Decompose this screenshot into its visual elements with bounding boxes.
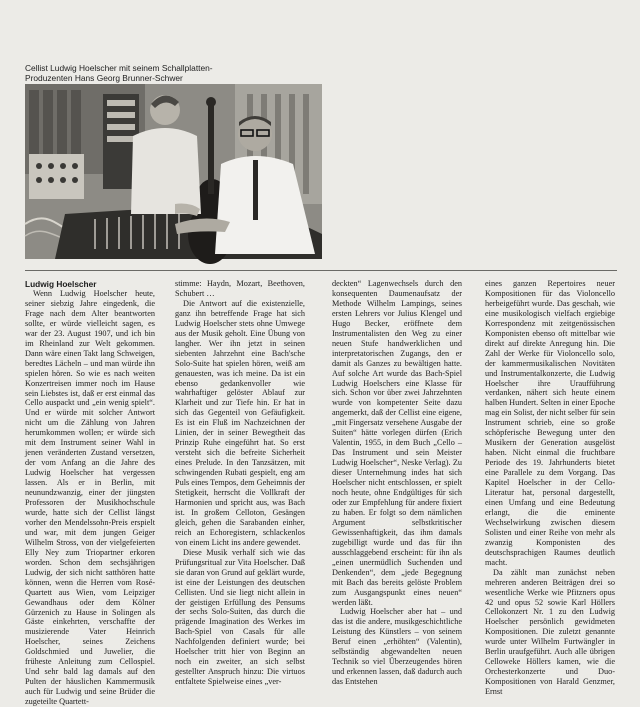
caption-line-2: Produzenten Hans Georg Brunner-Schwer bbox=[25, 73, 183, 83]
column-divider-rule bbox=[25, 270, 617, 271]
paragraph: Diese Musik verhalf sich wie das Prüfungsritual zur Vita Hoelscher. Daß sie daran von Grund auf geklärt wurde, ist eine der Leistungen des deutschen Cellisten. Und sie liegt nicht allein in der geistigen Erfüllung des Pensums der sechs Solo-Suiten, das durch die prägende Imagination des Werkes im Bach-Spiel von Casals für alle Nachfolgenden definiert wurde; bei Hoelscher tritt hier von Beginn an noch ein zweiter, an sich selbst gestellter Anspruch hinzu: Die virtuos entfaltete Spielweise eines „ver- bbox=[175, 547, 305, 687]
article-column-3 bbox=[332, 279, 462, 687]
photograph-icon bbox=[25, 84, 322, 259]
article-heading: Ludwig Hoelscher bbox=[25, 279, 97, 289]
article-column-2 bbox=[175, 279, 305, 687]
article-photo bbox=[25, 84, 322, 259]
paragraph: eines ganzen Repertoires neuer Kompositionen für das Violoncello herbeigeführt wurde. Das geschah, wie eine musikologisch vielfach ergiebige Korrespondenz mit zeitgenössischen Komponisten ebenso oft mittelbar wie direkt auf direkte Anregung hin. Die Zahl der Werke für Violoncello solo, der kammermusikalischen Novitäten und Instrumentalkonzerte, die Ludwig Hoelscher ihre Uraufführung verdanken, nähert sich heute einem halben Hundert. Selten in einer Epoche mag ein Solist, der nicht selber für sein Instrument schrieb, eine so große schöpferische Bewegung unter den Musikern der Generation ausgelöst haben. Nicht einmal die fruchtbare Periode des 19. Jahrhunderts bietet eine Parallele zu dem Vorgang. Das Kapitel Hoelscher in der Cello-Literatur hat, personal dargestellt, einen Umfang und eine Bedeutung erlangt, die die eminente Wechselwirkung zwischen diesem Solisten und einer Reihe von mehr als zwanzig Komponisten des deutschsprachigen Raumes deutlich macht. bbox=[485, 279, 615, 567]
photo-caption bbox=[25, 63, 285, 83]
caption-line-1: Cellist Ludwig Hoelscher mit seinem Schallplatten- bbox=[25, 63, 213, 73]
article-column-4 bbox=[485, 279, 615, 697]
paragraph: stimme: Haydn, Mozart, Beethoven, Schubert … bbox=[175, 279, 305, 298]
paragraph: Da zählt man zunächst neben mehreren anderen Beiträgen drei so wesentliche Werke wie Pfitzners opus 42 und opus 52 sowie Karl Höllers Cellokonzert Nr. 1 zu den Ludwig Hoelscher persönlich gewidmeten Kompositionen. Die zuletzt genannte wurde unter Wilhelm Furtwängler in Berlin uraufgeführt. Auch alle übrigen Celloweke Höllers kamen, wie die Orchesterkonzerte und Duo-Kompositionen von Harald Genzmer, Ernst bbox=[485, 567, 615, 697]
paragraph: Wenn Ludwig Hoelscher heute, seiner siebzig Jahre eingedenk, die Frage nach dem Alter beantworten sollte, er würde vielleicht sagen, es war der 23. August 1907, und ich bin im Rheinland zur Welt gekommen. Dann wäre einen Takt lang Schweigen, beredtes Lächeln – und man würde ihn spielen hören. So wie es nach weiten Konzertreisen immer noch im Hause sein Liebstes ist, daß er erst einmal das Cello auspackt und „ein wenig spielt“. Und er würde mit solcher Antwort nicht um die Zählung von Jahren herumkommen wollen; er würde sich mit dem Instrument seiner Wahl in jenen veränderten Zustand versetzen, der vom Anfang an die Jahre des Ludwig Hoelscher hat vergessen lassen. Als er in Berlin, mit neunundzwanzig, einer der jüngsten Professoren der Musikhochschule wurde, hatte sich der Cellist längst vorher den Mendelssohn-Preis erspielt und war, mit dem jungen Geiger Wilhelm Stross, von der vielgefeierten Elly Ney zum Triopartner erkoren worden. Schon dem sechsjährigen Ludwig, der sich nicht satthören hatte können, wenn die Herren vom Rosé-Quartett aus Wien, vom Leipziger Gewandhaus oder dem Kölner Gürzenich zu Hause in Solingen als Gäste einkehrten, verschaffte der musizierende Vater Heinrich Hoelscher, seines Zeichens Goldschmied und Juwelier, die früheste Anleitung zum Cellospiel. Und sehr bald lag damals auf den Pulten der häuslichen Kammermusik auch für Ludwig und seine Brüder die zugeteilte Quartett- bbox=[25, 289, 155, 707]
paragraph: Die Antwort auf die existenzielle, ganz ihn betreffende Frage hat sich Ludwig Hoelscher stets ohne Umwege aus der Musik geholt. Eine Übung von langher. Wer ihn jetzt in seinen siebenten Jahrzehnt eine Bach'sche Solo-Suite hat spielen hören, weiß am genauesten, was ich meine. Da ist ein ebenso gedankenvoller wie wahrhaftiger gelöster Ablauf zur Klarheit und zur Tiefe hin. Er hat in sich das Gegenteil von Gefäufigkeit. Es ist ein Fluß im Nachzeichnen der Linien, der in seiner Bewegtheit das Prinzip Ruhe eingeführt hat. So erst versteht sich die befreite Sicherheit eines Prelude. In den Tanzsätzen, mit schwingenden Rubati gespielt, eng am Puls eines Tempos, dem Geheimnis der Stetigkeit, herrscht die Vollkraft der Harmonien und spricht aus, was Bach ist. In großem Celloton, Gesängen gleich, gehen die Sarabanden einher, reich an Echoregistern, schlackenlos von einem Licht ins andere gewendet. bbox=[175, 298, 305, 547]
paragraph: Ludwig Hoelscher aber hat – und das ist die andere, musikgeschichtliche Leistung des Künstlers – von seinem Beruf einen „erhöhten“ (Valentin), selbständig abgewandelten neuen Technik so viel Überzeugendes hören und erkennen lassen, daß dadurch auch das Entstehen bbox=[332, 607, 462, 687]
article-column-1 bbox=[25, 279, 155, 707]
paragraph: deckten“ Lagenwechsels durch den konsequenten Daumenaufsatz der Methode Wilhelm Lampings, seines ersten Lehrers vor Julius Klengel und Hugo Becker, eröffnete dem Instrumentalisten den Weg zu einer neuen Stufe handwerklichen und interpretatorischen Zugangs, den er damit als Ganzes zu bewältigen hatte. Auf solche Art wurde das Bach-Spiel Ludwig Hoelschers eine Klasse für sich. Schon vor über zwei Jahrzehnten wurde von kompetenter Seite dazu angemerkt, daß der Cellist eine eigene, „mit Fingersatz versehene Ausgabe der Suiten“ hätte vorlegen dürfen (Erich Valentin, 1955, in dem Buch „Cello – Das Instrument und sein Meister Ludwig Hoelscher“, Neske Verlag). Zu dieser Unternehmung indes hat sich Hoelscher nicht entschlossen, er spielt noch heute, ohne Endgültiges für sich oder zur Empfehlung für andere fixiert zu haben. Er folgt so dem nämlichen Argument selbstkritischer Gewissenhaftigkeit, das ihm damals zugebilligt wurde und das für ihn ausschlaggebend erscheint: für ihn als „einen unermüdlich Suchenden und Denkenden“, dem „jede Begegnung mit Bach das bereits gelöste Problem zum Ausgangspunkt eines neuen“ werden läßt. bbox=[332, 279, 462, 607]
